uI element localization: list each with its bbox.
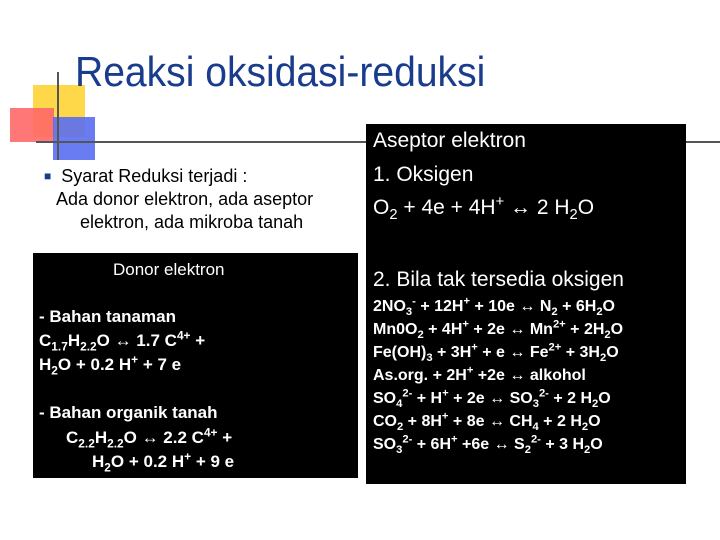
donor-organic-equation-line1: $C_{2.2}H_{2.2}O$ ↔ 2.2 $C^{4+}$ + — [66, 425, 233, 451]
acceptor-electron-box — [366, 124, 686, 484]
bullet-line: Ada donor elektron, ada aseptor — [56, 189, 314, 209]
decor-blue-square — [53, 117, 95, 160]
slide-title: Reaksi oksidasi-reduksi — [75, 48, 486, 95]
acceptor-oxygen-label: 1. Oksigen — [373, 163, 474, 186]
decor-red-square — [10, 108, 54, 142]
reaction-iron: $Fe(OH)_3 + 3H^+ + e$ ↔ $Fe^{2+} + 3H_2O$ — [373, 341, 619, 365]
donor-plant-label: - Bahan tanaman — [39, 307, 176, 326]
reaction-sulfite: $SO_3^{2-} + 6H^+ +6e$ ↔ $S_2^{2-} + 3$ $H_2O$ — [373, 433, 603, 457]
alkohol-text: alkohol — [529, 367, 586, 384]
donor-organic-equation-line2: $H_2O + 0.2$ H+ + 9 e — [92, 449, 235, 475]
donor-electron-box — [33, 253, 358, 478]
donor-title: Donor elektron — [113, 260, 225, 279]
bullet-line: elektron, ada mikroba tanah — [80, 212, 304, 232]
donor-plant-equation-line1: $C_{1.7}H_{2.2}O$ ↔ 1.7 $C^{4+}$ + — [39, 328, 206, 354]
bullet-line: Syarat Reduksi terjadi : — [61, 166, 248, 186]
reaction-organic-acid: As.org. + 2H+ +2e ↔ alkohol — [373, 364, 586, 384]
reaction-sulfate: $SO_4^{2-} + H^+ + 2e$ ↔ $SO_3^{2-} + 2$ $H_2O$ — [373, 387, 611, 411]
donor-plant-equation-line2: $H_2O + 0.2$ H+ + 7 e — [39, 352, 182, 378]
acceptor-title: Aseptor elektron — [373, 129, 526, 152]
reaction-carbon-dioxide: $CO_2 + 8H^+ + 8e$ ↔ $CH_4 + 2$ $H_2O$ — [373, 410, 601, 434]
square-bullet-icon: ■ — [44, 169, 52, 183]
reaction-nitrate: $2NO_3^- + 12H^+ + 10e$ ↔ $N_2 + 6H_2O$ — [373, 295, 615, 319]
donor-organic-label: - Bahan organik tanah — [39, 403, 218, 422]
acceptor-no-oxygen-label: 2. Bila tak tersedia oksigen — [373, 268, 624, 291]
bullet-paragraph — [40, 165, 370, 234]
reaction-manganese: $Mn0O_2 + 4H^+ + 2e$ ↔ $Mn^{2+} + 2H_2O$ — [373, 318, 624, 342]
acceptor-oxygen-equation: $O_2 + 4e + 4H^+$ ↔ 2 $H_2O$ — [373, 194, 595, 224]
decor-vertical-line — [57, 72, 59, 160]
